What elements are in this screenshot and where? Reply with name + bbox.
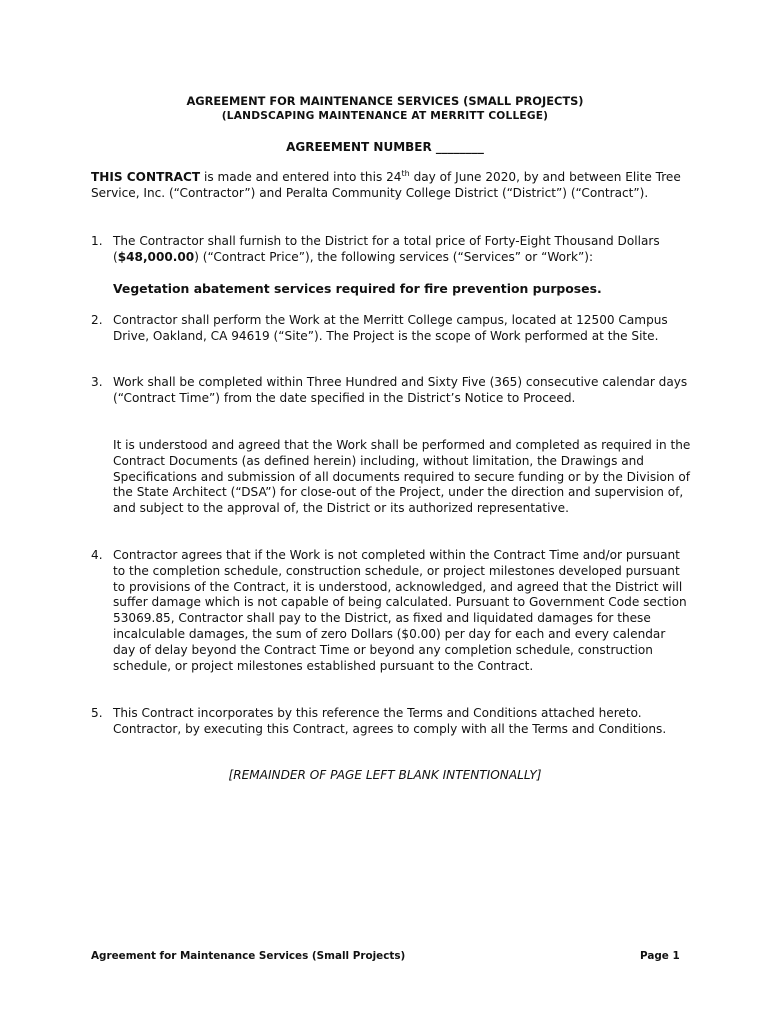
clause-number: 3. (91, 375, 103, 389)
clause-number: 5. (91, 706, 103, 720)
intro-lead: THIS CONTRACT (91, 170, 201, 184)
page-number: Page 1 (640, 950, 680, 962)
clause-1-text-a: The Contractor shall furnish to the District for a total price of Forty-Eight Thousand Dollars ( (113, 234, 660, 264)
clause-5 (91, 706, 691, 738)
intro-text-b: day of June 2020, by and between Elite Tree Service, Inc. (“Contractor”) and Peralta Community College District (“District”) (“Contract”). (91, 170, 681, 200)
clause-number: 4. (91, 548, 103, 562)
intro-text-a: is made and entered into this 24 (200, 170, 402, 184)
clause-1-text-b: ) (“Contract Price”), the following services (“Services” or “Work”): (194, 249, 594, 264)
footer-title: Agreement for Maintenance Services (Small Projects) (91, 950, 406, 962)
clause-text (113, 234, 691, 266)
services-emphasis: Vegetation abatement services required for fire prevention purposes. (113, 281, 602, 296)
clause-1 (91, 234, 691, 266)
agreement-number: AGREEMENT NUMBER ________ (286, 140, 484, 154)
document-subtitle: (LANDSCAPING MAINTENANCE AT MERRITT COLLEGE) (221, 110, 549, 122)
document-title: AGREEMENT FOR MAINTENANCE SERVICES (SMALL PROJECTS) (186, 94, 584, 108)
clause-text: Contractor shall perform the Work at the Merritt College campus, located at 12500 Campus Drive, Oakland, CA 94619 (“Site”). The Project is the scope of Work performed at the Site. (113, 313, 668, 343)
clause-text: Work shall be completed within Three Hundred and Sixty Five (365) consecutive calendar days (“Contract Time”) from the date specified in the District’s Notice to Proceed. (113, 375, 688, 405)
intro-sup: th (401, 168, 410, 178)
contract-price: $48,000.00 (117, 249, 195, 264)
clause-3 (91, 375, 691, 407)
clause-4 (91, 548, 691, 674)
clause-3-continuation: It is understood and agreed that the Work shall be performed and completed as required in the Contract Documents (as defined herein) including, without limitation, the Drawings and Specifications and submission of all documents required to secure funding or by the Division of the State Architect (“DSA”) for close-out of the Project, under the direction and supervision of, and subject to the approval of, the District or its authorized representative. (113, 438, 691, 516)
remainder-notice: [REMAINDER OF PAGE LEFT BLANK INTENTIONALLY] (228, 768, 542, 782)
clause-text: Contractor agrees that if the Work is not completed within the Contract Time and/or pursuant to the completion schedule, construction schedule, or project milestones developed pursuant to provisions of the Contract, it is understood, acknowledged, and agreed that the District will suffer damage which is not capable of being calculated. Pursuant to Government Code section 53069.85, Contractor shall pay to the District, as fixed and liquidated damages for these incalculable damages, the sum of zero Dollars ($0.00) per day for each and every calendar day of delay beyond the Contract Time or beyond any completion schedule, construction schedule, or project milestones established pursuant to the Contract. (113, 548, 687, 673)
clause-text: This Contract incorporates by this reference the Terms and Conditions attached hereto. Contractor, by executing this Contract, agrees to comply with all the Terms and Conditions. (113, 706, 667, 736)
intro-paragraph (91, 170, 691, 202)
clause-2 (91, 313, 691, 345)
clause-number: 1. (91, 234, 103, 248)
clause-number: 2. (91, 313, 103, 327)
